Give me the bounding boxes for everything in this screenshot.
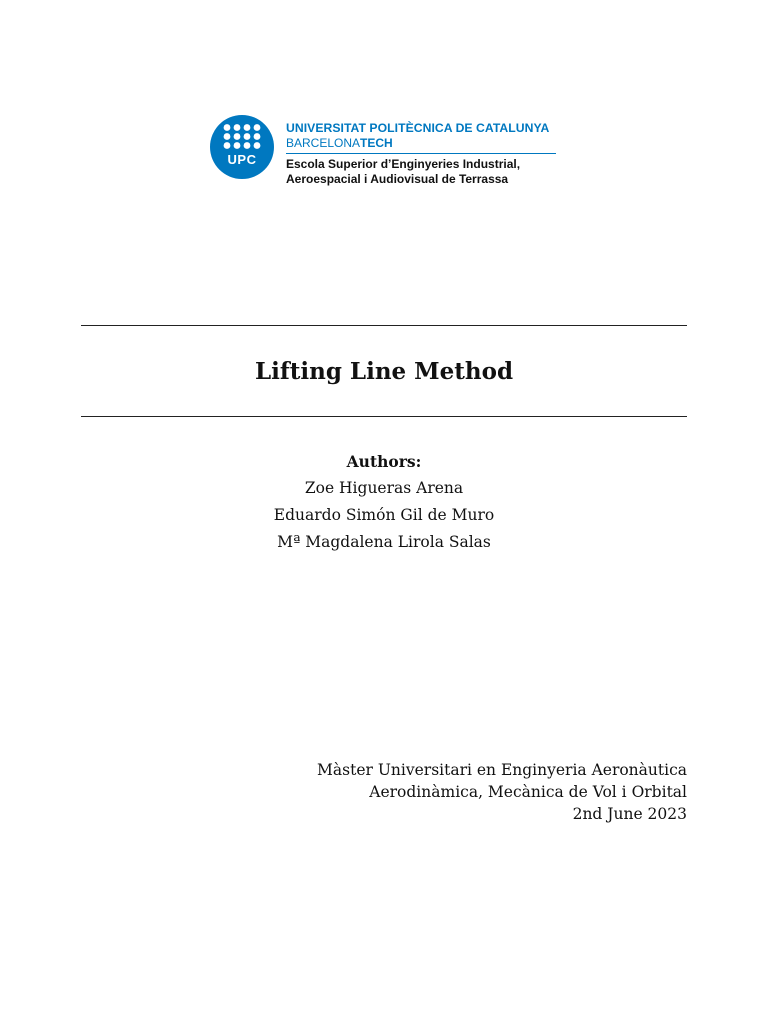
title-rule-bottom xyxy=(81,416,687,417)
campus-name xyxy=(286,136,558,151)
campus-prefix: BARCELONA xyxy=(286,136,361,150)
program-name: Màster Universitari en Enginyeria Aeronàutica xyxy=(317,761,687,779)
course-name: Aerodinàmica, Mecànica de Vol i Orbital xyxy=(369,783,687,801)
author-name: Eduardo Simón Gil de Muro xyxy=(273,506,495,524)
document-meta xyxy=(317,759,687,825)
authors-heading: Authors: xyxy=(346,452,422,471)
university-name: UNIVERSITAT POLITÈCNICA DE CATALUNYA xyxy=(286,121,550,135)
logo-text xyxy=(286,121,558,186)
school-name-line2: Aeroespacial i Audiovisual de Terrassa xyxy=(286,171,509,186)
document-date: 2nd June 2023 xyxy=(572,805,687,823)
author-name: Zoe Higueras Arena xyxy=(304,479,464,497)
campus-suffix: TECH xyxy=(360,136,393,150)
upc-seal-icon xyxy=(210,115,274,179)
document-title: Lifting Line Method xyxy=(254,358,514,385)
seal-text: UPC xyxy=(227,152,257,167)
title-rule-top xyxy=(81,325,687,326)
school-name-line1: Escola Superior d’Enginyeries Industrial, xyxy=(286,157,521,171)
author-name: Mª Magdalena Lirola Salas xyxy=(277,533,491,551)
university-logo xyxy=(210,115,558,186)
authors-block xyxy=(81,448,687,556)
logo-divider xyxy=(286,153,556,154)
